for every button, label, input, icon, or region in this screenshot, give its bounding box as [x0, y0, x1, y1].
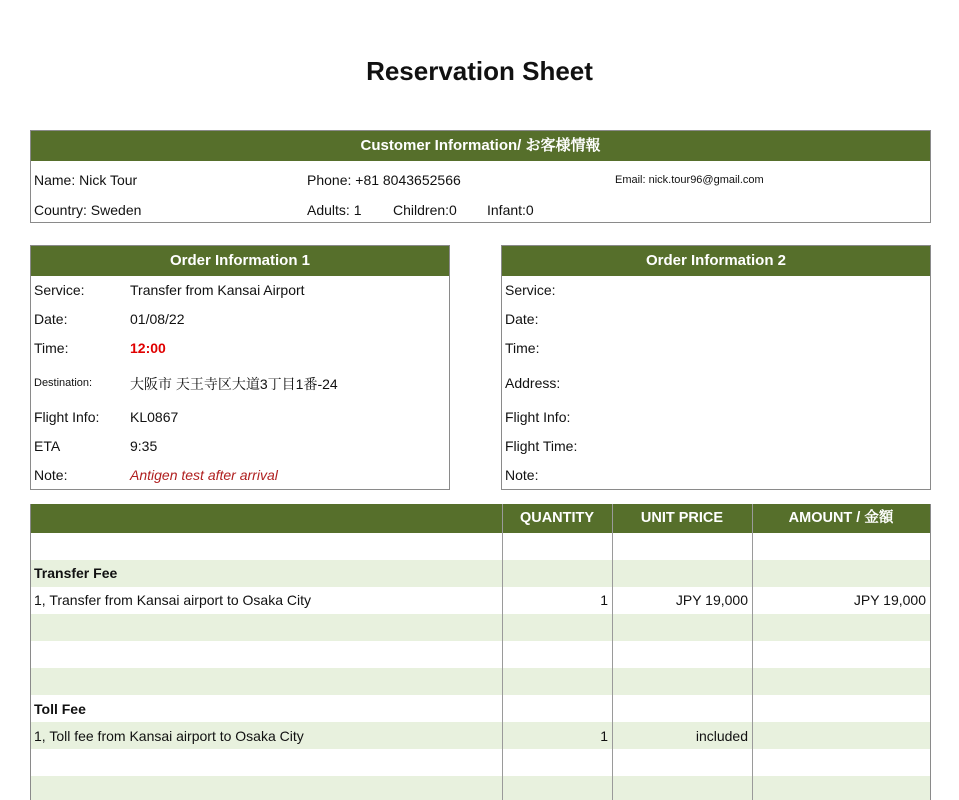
- order-info-2-panel: [501, 245, 931, 490]
- page-title: Reservation Sheet: [366, 56, 593, 86]
- order-info-2-header: Order Information 2: [502, 246, 930, 276]
- column-divider: [502, 504, 503, 800]
- order1-destination-label: Destination:: [34, 377, 93, 389]
- amount-header: AMOUNT / 金額: [788, 510, 894, 526]
- table-row: [31, 533, 930, 560]
- customer-children: Children:0: [393, 202, 457, 218]
- order1-time-label: Time:: [34, 340, 69, 356]
- fee-table-header: [31, 504, 930, 533]
- customer-info-panel: [30, 130, 931, 223]
- order1-note-label: Note:: [34, 467, 68, 483]
- toll-unit-price: included: [695, 728, 748, 744]
- order1-flight-value: KL0867: [130, 409, 179, 425]
- customer-info-header: Customer Information/ お客様情報: [31, 131, 930, 161]
- order2-flight-time-label: Flight Time:: [505, 438, 578, 454]
- transfer-item-description: 1, Transfer from Kansai airport to Osaka City: [34, 592, 311, 608]
- order2-note-label: Note:: [505, 467, 539, 483]
- transfer-amount: JPY 19,000: [853, 592, 926, 608]
- column-divider: [612, 504, 613, 800]
- order2-date-label: Date:: [505, 311, 539, 327]
- order2-address-label: Address:: [505, 375, 561, 391]
- order-info-1-panel: [30, 245, 450, 490]
- quantity-header: QUANTITY: [519, 510, 595, 526]
- order1-note-value: Antigen test after arrival: [130, 467, 278, 483]
- transfer-quantity: 1: [600, 592, 608, 608]
- table-row: [31, 614, 930, 641]
- fee-table: [30, 504, 931, 800]
- table-row: [31, 749, 930, 776]
- customer-country: Country: Sweden: [34, 202, 142, 218]
- customer-adults: Adults: 1: [307, 202, 362, 218]
- order1-service-value: Transfer from Kansai Airport: [130, 282, 305, 298]
- customer-name: Name: Nick Tour: [34, 172, 138, 188]
- toll-fee-heading: Toll Fee: [34, 701, 86, 717]
- order2-service-label: Service:: [505, 282, 556, 298]
- transfer-fee-heading: Transfer Fee: [34, 565, 118, 581]
- toll-item-description: 1, Toll fee from Kansai airport to Osaka City: [34, 728, 304, 744]
- order1-date-value: 01/08/22: [130, 311, 185, 327]
- order1-destination-value: 大阪市 天王寺区大道3丁目1番-24: [130, 376, 338, 392]
- column-divider: [752, 504, 753, 800]
- table-row: [31, 695, 930, 722]
- table-row: [31, 668, 930, 695]
- order2-flight-label: Flight Info:: [505, 409, 571, 425]
- order1-flight-label: Flight Info:: [34, 409, 100, 425]
- table-row: [31, 776, 930, 800]
- table-row: [31, 641, 930, 668]
- order1-eta-label: ETA: [34, 438, 61, 454]
- customer-email: Email: nick.tour96@gmail.com: [615, 174, 764, 186]
- customer-infant: Infant:0: [487, 202, 534, 218]
- order-info-1-header: Order Information 1: [31, 246, 449, 276]
- table-row: [31, 560, 930, 587]
- order2-time-label: Time:: [505, 340, 540, 356]
- toll-quantity: 1: [600, 728, 608, 744]
- order1-time-value: 12:00: [130, 340, 166, 356]
- order1-date-label: Date:: [34, 311, 68, 327]
- unit-price-header: UNIT PRICE: [640, 510, 724, 526]
- transfer-unit-price: JPY 19,000: [675, 592, 748, 608]
- customer-phone: Phone: +81 8043652566: [307, 172, 461, 188]
- order1-eta-value: 9:35: [130, 438, 158, 454]
- order1-service-label: Service:: [34, 282, 85, 298]
